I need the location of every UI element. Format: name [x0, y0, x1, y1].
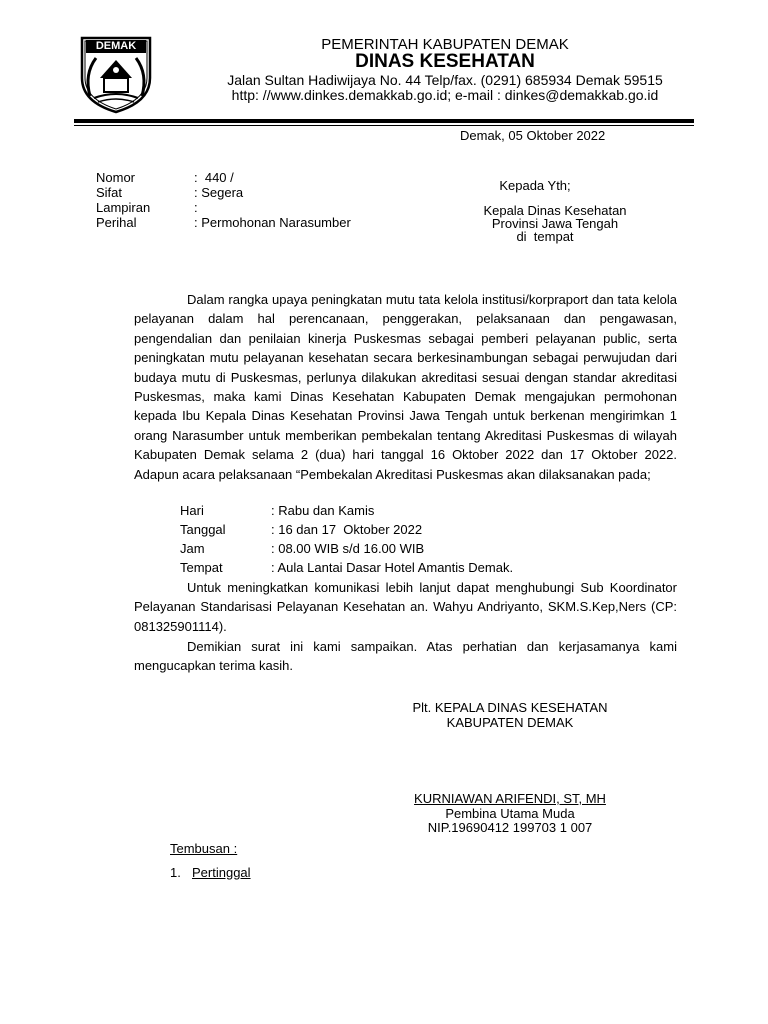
body-paragraph-3: Demikian surat ini kami sampaikan. Atas perhatian dan kerjasamanya kami mengucapkan terima kasih. [134, 639, 677, 674]
meta-label-perihal: Perihal [96, 215, 137, 230]
recipient-line-1: Kepala Dinas Kesehatan [483, 203, 627, 218]
letterhead-rule-thick [74, 119, 694, 123]
meta-label-sifat: Sifat [96, 185, 123, 200]
cc-item-number: 1. [170, 865, 181, 880]
signatory-nip: NIP.19690412 199703 1 007 [427, 820, 593, 835]
recipient-line-3: di tempat [516, 229, 574, 244]
schedule-value-tanggal: : 16 dan 17 Oktober 2022 [271, 522, 423, 537]
schedule-label-tempat: Tempat [180, 560, 223, 575]
date-line: Demak, 05 Oktober 2022 [460, 128, 606, 143]
cc-heading: Tembusan : [170, 841, 238, 856]
schedule-value-hari: : Rabu dan Kamis [271, 503, 375, 518]
schedule-value-jam: : 08.00 WIB s/d 16.00 WIB [271, 541, 425, 556]
schedule-value-tempat: : Aula Lantai Dasar Hotel Amantis Demak. [271, 560, 514, 575]
agency-web-email: http: //www.dinkes.demakkab.go.id; e-mail : dinkes@demakkab.go.id [231, 87, 659, 103]
logo-emblem [76, 34, 156, 114]
meta-label-lampiran: Lampiran [96, 200, 151, 215]
agency-address: Jalan Sultan Hadiwijaya No. 44 Telp/fax. (0291) 685934 Demak 59515 [227, 72, 663, 88]
meta-label-nomor: Nomor [96, 170, 136, 185]
meta-value-lampiran: : [194, 200, 198, 215]
letterhead-rule-thin [74, 125, 694, 126]
schedule-label-hari: Hari [180, 503, 204, 518]
schedule-label-tanggal: Tanggal [180, 522, 226, 537]
signature-title-2: KABUPATEN DEMAK [446, 715, 574, 730]
body-paragraph-2: Untuk meningkatkan komunikasi lebih lanjut dapat menghubungi Sub Koordinator Pelayanan Standarisasi Pelayanan Kesehatan an. Wahyu Andriyanto, SKM.S.Kep,Ners (CP: 081325901114). [134, 580, 677, 634]
body-paragraph-1: Dalam rangka upaya peningkatan mutu tata kelola institusi/korpraport dan tata kelola pelayanan dalam hal perencanaan, penggerakan, pelaksanaan dan pengawasan, pengendalian dan penilaian kinerja Puskesmas sebagai pemberi pelayanan public, serta peningkatan mutu pelayanan kesehatan secara berkesinambungan sebagai perwujudan dari budaya mutu di Puskesmas, perlunya dilakukan akreditasi sesuai dengan standar akreditasi Puskesmas, maka kami Dinas Kesehatan Kabupaten Demak mengajukan permohonan kepada Ibu Kepala Dinas Kesehatan Provinsi Jawa Tengah untuk berkenan mengirimkan 1 orang Narasumber untuk memberikan pembekalan tentang Akreditasi Puskesmas di wilayah Kabupaten Demak selama 2 (dua) hari tanggal 16 Oktober 2022 dan 17 Oktober 2022. Adapun acara pelaksanaan “Pembekalan Akreditasi Puskesmas akan dilaksanakan pada; [134, 292, 677, 482]
meta-value-perihal: : Permohonan Narasumber [194, 215, 351, 230]
meta-value-nomor: : 440 / [194, 170, 234, 185]
recipient-greeting: Kepada Yth; [499, 178, 571, 193]
agency-name: DINAS KESEHATAN [355, 51, 535, 72]
logo-label: DEMAK [95, 40, 137, 52]
government-name: PEMERINTAH KABUPATEN DEMAK [321, 36, 569, 53]
cc-item-text: Pertinggal [192, 865, 251, 880]
signatory-name: KURNIAWAN ARIFENDI, ST, MH [414, 791, 606, 806]
recipient-line-2: Provinsi Jawa Tengah [491, 216, 619, 231]
meta-value-sifat: : Segera [194, 185, 244, 200]
signature-title-1: Plt. KEPALA DINAS KESEHATAN [412, 700, 608, 715]
signatory-rank: Pembina Utama Muda [445, 806, 575, 821]
schedule-label-jam: Jam [180, 541, 205, 556]
